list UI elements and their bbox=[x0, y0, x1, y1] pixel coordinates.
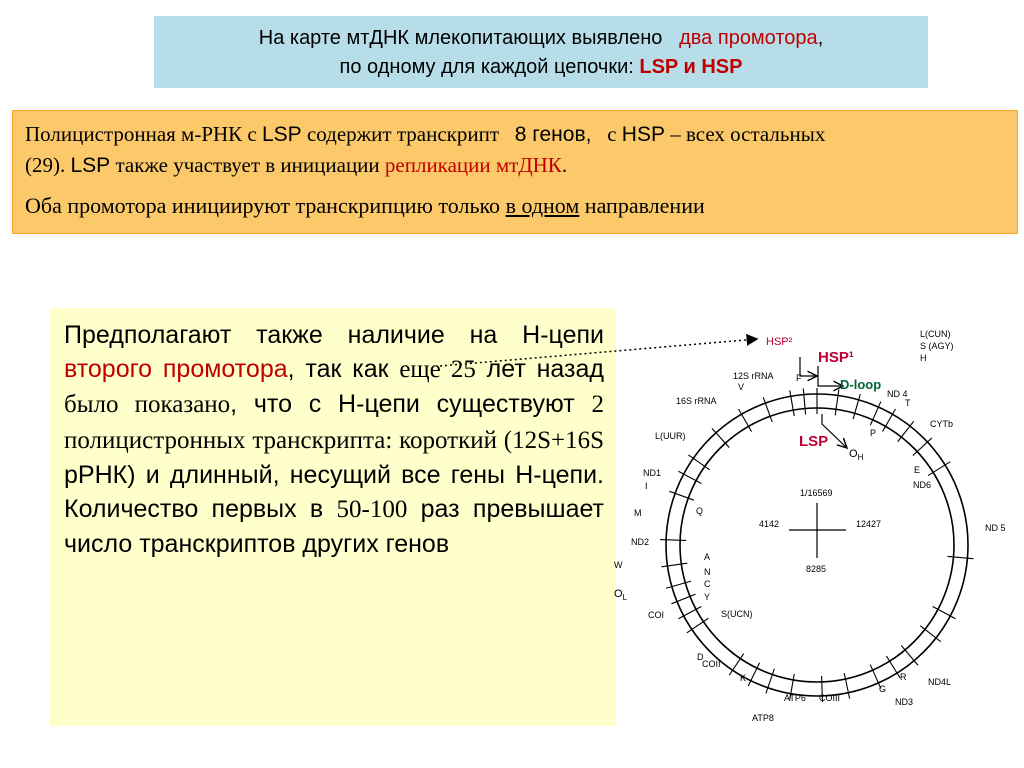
gene-boundary-tick bbox=[913, 438, 932, 456]
info-text: HSP bbox=[621, 123, 665, 146]
gene-label-q: Q bbox=[696, 506, 704, 516]
gene-labels bbox=[614, 329, 1006, 723]
info-text: LSP bbox=[70, 154, 111, 177]
gene-label-coiii: COIII bbox=[819, 693, 841, 703]
info-text: . bbox=[561, 153, 568, 177]
gene-label-nd4-top: ND 4 bbox=[887, 389, 908, 399]
main-text: 50-100 bbox=[336, 496, 408, 524]
info-text: LSP bbox=[262, 123, 302, 146]
main-text: еще 25 bbox=[399, 356, 476, 384]
label-position-right: 12427 bbox=[856, 519, 882, 529]
gene-label-w: W bbox=[614, 560, 623, 570]
gene-label-p: P bbox=[870, 428, 877, 438]
main-highlight: второго промотора bbox=[64, 355, 288, 384]
gene-label-a: A bbox=[704, 552, 711, 562]
main-text: раз превышает число транскриптов других генов bbox=[64, 495, 604, 559]
main-text: Предполагают также наличие на H-цепи bbox=[64, 321, 604, 349]
info-text: Полицистронная м-РНК с bbox=[25, 122, 257, 146]
gene-label-e: E bbox=[914, 465, 921, 475]
label-hsp2: HSP² bbox=[766, 336, 793, 348]
gene-label-s-ucn: S(UCN) bbox=[721, 609, 753, 619]
main-text: лет назад bbox=[486, 355, 604, 384]
label-hsp1: HSP¹ bbox=[818, 349, 854, 366]
info-underlined: в одном bbox=[505, 193, 580, 218]
gene-label-i: I bbox=[645, 481, 648, 491]
gene-boundary-tick bbox=[660, 540, 686, 541]
gene-label-cytb: CYTb bbox=[930, 419, 954, 429]
gene-boundary-tick bbox=[790, 390, 795, 416]
gene-label-m: M bbox=[634, 508, 642, 518]
header-highlight: два промотора bbox=[679, 27, 818, 49]
gene-boundary-tick bbox=[835, 390, 839, 416]
gene-boundary-tick bbox=[948, 556, 974, 558]
gene-label-t: T bbox=[905, 398, 911, 408]
info-text: содержит транскрипт bbox=[306, 122, 500, 146]
gene-boundary-tick bbox=[662, 563, 688, 567]
gene-label-nd6: ND6 bbox=[913, 480, 932, 490]
gene-boundary-tick bbox=[688, 455, 709, 470]
info-text: – всех остальных bbox=[670, 122, 826, 146]
gene-label-atp8: ATP8 bbox=[752, 713, 774, 723]
hsp2-arrow bbox=[800, 357, 817, 376]
label-dloop: D-loop bbox=[840, 377, 882, 392]
gene-label-g: G bbox=[879, 684, 887, 694]
label-position-left: 4142 bbox=[759, 519, 780, 529]
label-oh: $O_H$ bbox=[849, 448, 864, 462]
gene-boundary-tick bbox=[844, 673, 849, 698]
info-text: также участвует в инициации bbox=[115, 153, 380, 177]
gene-label-l-uur: L(UUR) bbox=[655, 431, 686, 441]
label-position-bottom: 8285 bbox=[806, 564, 827, 574]
gene-label-v: V bbox=[738, 382, 745, 392]
gene-label-nd2: ND2 bbox=[631, 537, 650, 547]
gene-label-atp6: ATP6 bbox=[784, 693, 806, 703]
gene-boundary-tick bbox=[920, 626, 940, 642]
gene-label-nd3: ND3 bbox=[895, 697, 914, 707]
info-text: направлении bbox=[584, 193, 705, 218]
gene-label-16s-rrna: 16S rRNA bbox=[676, 396, 717, 406]
gene-boundary-tick bbox=[803, 389, 805, 415]
gene-label-y: Y bbox=[704, 592, 711, 602]
gene-boundary-tick bbox=[712, 428, 729, 447]
info-text: Оба промотора инициируют транскрипцию только bbox=[25, 193, 501, 218]
gene-label-coi: COI bbox=[648, 610, 665, 620]
gene-label-l-cun: L(CUN) bbox=[920, 329, 951, 339]
header-text: На карте мтДНК млекопитающих выявлено bbox=[258, 27, 663, 49]
gene-boundary-tick bbox=[901, 645, 918, 665]
main-text: 2 полицистронных транскрипта: короткий (12S+16S bbox=[64, 391, 604, 454]
header-text: , bbox=[817, 27, 824, 49]
gene-label-r: R bbox=[900, 672, 907, 682]
gene-label-n: N bbox=[704, 567, 711, 577]
label-position-top: 1/16569 bbox=[800, 488, 833, 498]
gene-label-k: K bbox=[740, 673, 747, 683]
info-text: (29). bbox=[25, 153, 66, 177]
label-ol: $O_L$ bbox=[614, 588, 628, 602]
gene-label-s-agy: S (AGY) bbox=[920, 341, 954, 351]
info-text: 8 генов, bbox=[514, 123, 592, 146]
gene-label-nd1: ND1 bbox=[643, 468, 662, 478]
gene-label-f: F bbox=[796, 373, 802, 383]
header-text: по одному для каждой цепочки: bbox=[339, 56, 634, 78]
main-text: , так как bbox=[287, 355, 389, 384]
gene-label-12s-rrna: 12S rRNA bbox=[733, 371, 774, 381]
pointer-arrow bbox=[440, 339, 757, 366]
gene-label-nd4l: ND4L bbox=[928, 677, 952, 687]
gene-label-c: C bbox=[704, 579, 711, 589]
gene-boundary-tick bbox=[898, 421, 914, 441]
gene-label-d: D bbox=[697, 652, 704, 662]
gene-label-h: H bbox=[920, 353, 927, 363]
gene-label-coii: COII bbox=[702, 659, 721, 669]
gene-label-nd5: ND 5 bbox=[985, 523, 1006, 533]
main-text: , что с H-цепи существуют bbox=[230, 390, 575, 419]
main-text: было показано bbox=[64, 391, 231, 419]
main-text: рРНК) и длинный, несущий все гены H-цепи. Количество первых в bbox=[64, 460, 604, 524]
header-promoters: LSP и HSP bbox=[639, 56, 743, 78]
info-highlight: репликации мтДНК bbox=[384, 153, 562, 177]
label-lsp: LSP bbox=[799, 433, 829, 450]
info-text: с bbox=[607, 122, 617, 146]
